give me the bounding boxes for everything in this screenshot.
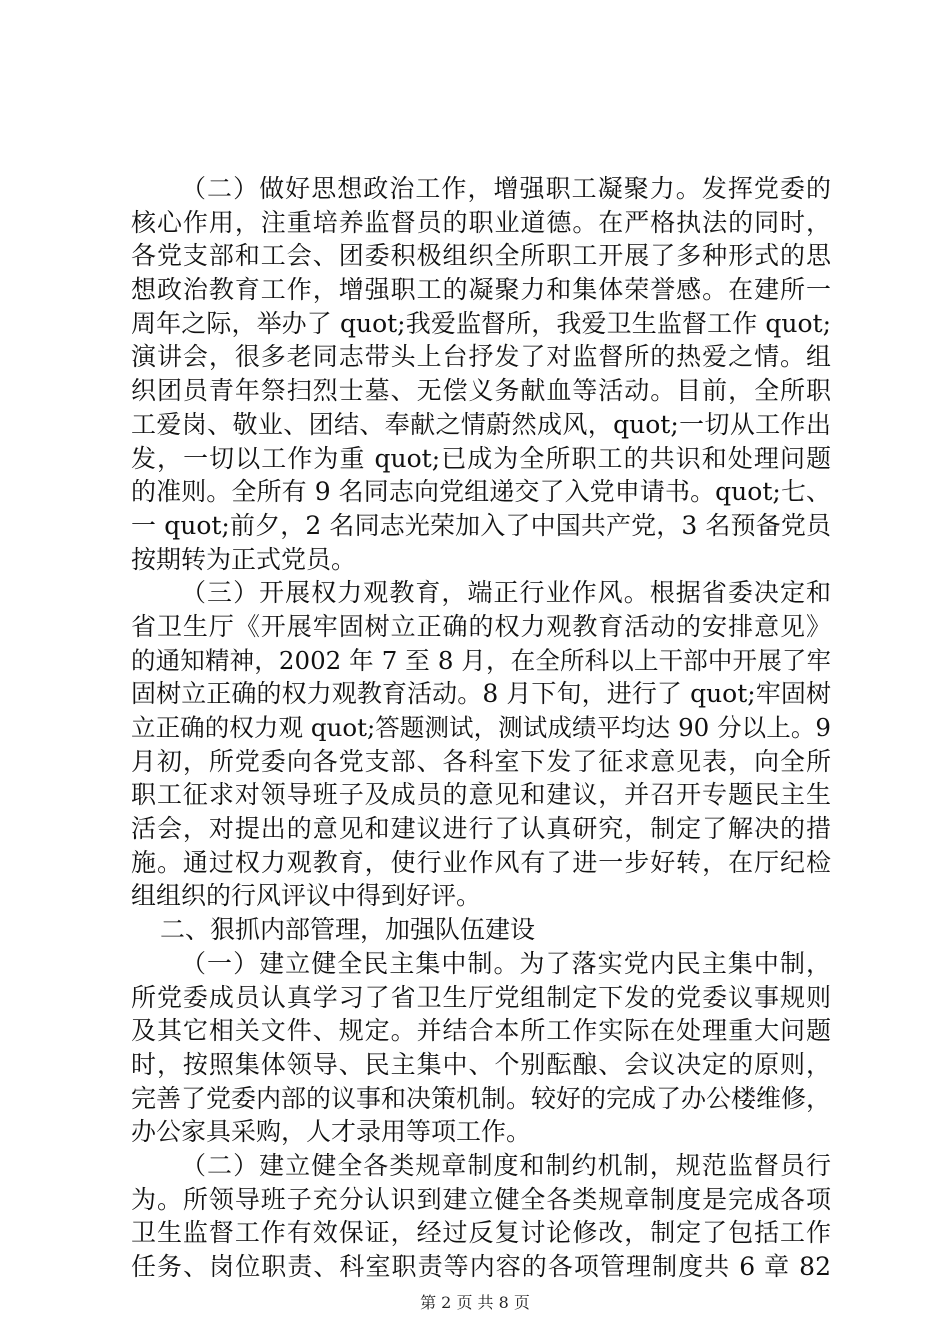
text-line: 发，一切以工作为重 quot;已成为全所职工的共识和处理问题 [131,443,831,473]
text-line: 的通知精神，2002 年 7 至 8 月，在全所科以上干部中开展了牢 [131,645,831,675]
text-line: 完善了党委内部的议事和决策机制。较好的完成了办公楼维修， [131,1083,832,1113]
text-line: 的准则。全所有 9 名同志向党组递交了入党申请书。quot;七、 [131,477,831,507]
document-body [131,172,831,1284]
heading-text: 二、狠抓内部管理，加强队伍建设 [160,915,536,945]
text-line: 组组织的行风评议中得到好评。 [131,881,482,911]
text-line: 月初，所党委向各党支部、各科室下发了征求意见表，向全所 [131,746,831,776]
text-line: 周年之际，举办了 quot;我爱监督所，我爱卫生监督工作 quot; [131,308,831,338]
paragraph-rules-and-regulations [131,1149,831,1284]
paragraph-democratic-centralism [131,947,831,1149]
text-line: 省卫生厅《开展牢固树立正确的权力观教育活动的安排意见》 [131,611,831,641]
page-number-label: 第 2 页 共 8 页 [420,1293,530,1312]
text-line: 及其它相关文件、规定。并结合本所工作实际在处理重大问题 [131,1016,831,1046]
section-heading [131,913,831,947]
text-line: 所党委成员认真学习了省卫生厅党组制定下发的党委议事规则 [131,982,831,1012]
text-line: （三）开展权力观教育，端正行业作风。根据省委决定和 [181,578,831,608]
text-line: 各党支部和工会、团委积极组织全所职工开展了多种形式的思 [131,241,831,271]
paragraph-power-view-education [131,576,831,913]
text-line: （一）建立健全民主集中制。为了落实党内民主集中制， [181,948,831,978]
text-line: 施。通过权力观教育，使行业作风有了进一步好转，在厅纪检 [131,847,831,877]
paragraph-ideological-work [131,172,831,576]
text-line: 活会，对提出的意见和建议进行了认真研究，制定了解决的措 [131,814,831,844]
text-line: 工爱岗、敬业、团结、奉献之情蔚然成风，quot;一切从工作出 [131,409,831,439]
page-footer [0,1293,950,1313]
text-line: 时，按照集体领导、民主集中、个别酝酿、会议决定的原则， [131,1049,831,1079]
text-line: 固树立正确的权力观教育活动。8 月下旬，进行了 quot;牢固树 [131,679,831,709]
text-line: （二）做好思想政治工作，增强职工凝聚力。发挥党委的 [181,174,831,203]
text-line: 卫生监督工作有效保证，经过反复讨论修改，制定了包括工作 [131,1218,831,1248]
text-line: 职工征求对领导班子及成员的意见和建议，并召开专题民主生 [131,780,831,810]
text-line: 立正确的权力观 quot;答题测试，测试成绩平均达 90 分以上。9 [131,713,831,742]
text-line: 任务、岗位职责、科室职责等内容的各项管理制度共 6 章 82 [131,1252,831,1281]
text-line: 一 quot;前夕，2 名同志光荣加入了中国共产党，3 名预备党员 [131,510,831,540]
text-line: 演讲会，很多老同志带头上台抒发了对监督所的热爱之情。组 [131,342,831,372]
text-line: 为。所领导班子充分认识到建立健全各类规章制度是完成各项 [131,1184,831,1214]
text-line: （二）建立健全各类规章制度和制约机制，规范监督员行 [181,1150,831,1180]
text-line: 按期转为正式党员。 [131,544,357,574]
text-line: 核心作用，注重培养监督员的职业道德。在严格执法的同时， [131,207,831,237]
text-line: 织团员青年祭扫烈士墓、无偿义务献血等活动。目前，全所职 [131,376,831,406]
text-line: 想政治教育工作，增强职工的凝聚力和集体荣誉感。在建所一 [131,275,831,305]
text-line: 办公家具采购，人才录用等项工作。 [131,1117,532,1147]
